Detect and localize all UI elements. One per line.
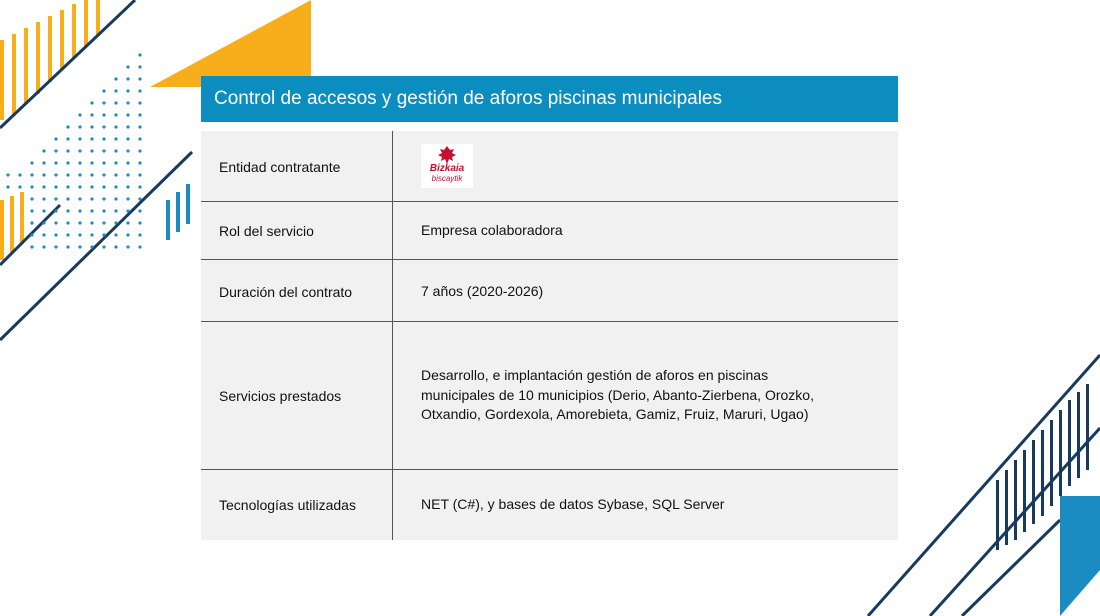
row-label: Tecnologías utilizadas <box>201 470 393 540</box>
yellow-stripes <box>0 0 100 260</box>
row-label: Rol del servicio <box>201 202 393 259</box>
row-value: NET (C#), y bases de datos Sybase, SQL Server <box>421 496 725 513</box>
row-value: 7 años (2020-2026) <box>421 283 544 299</box>
row-label: Servicios prestados <box>201 322 393 469</box>
content-panel <box>201 76 898 540</box>
logo-tagline: biscaytik <box>431 174 463 183</box>
info-table <box>201 131 898 540</box>
slide-title: Control de accesos y gestión de aforos piscinas municipales <box>201 76 898 122</box>
logo-name: Bizkaia <box>429 163 465 174</box>
tree-leaf-icon <box>438 146 456 164</box>
table-row <box>201 260 898 322</box>
row-value <box>393 131 898 201</box>
blue-stripes-left <box>166 184 190 240</box>
table-row <box>201 202 898 260</box>
table-row <box>201 131 898 202</box>
bizkaia-logo <box>421 144 473 188</box>
row-value: Empresa colaboradora <box>421 221 563 238</box>
row-label: Duración del contrato <box>201 260 393 321</box>
navy-lines-left <box>0 0 192 340</box>
table-row <box>201 322 898 470</box>
table-row <box>201 470 898 540</box>
row-value: Desarrollo, e implantación gestión de aforos en piscinas municipales de 10 municipios (Derio, Abanto-Zierbena, Orozko, Otxandio, Gordexola, Amorebieta, Gamiz, Fruiz, Maruri, Ugao) <box>421 367 814 423</box>
row-label: Entidad contratante <box>201 131 393 201</box>
yellow-triangle-shape <box>150 0 311 87</box>
